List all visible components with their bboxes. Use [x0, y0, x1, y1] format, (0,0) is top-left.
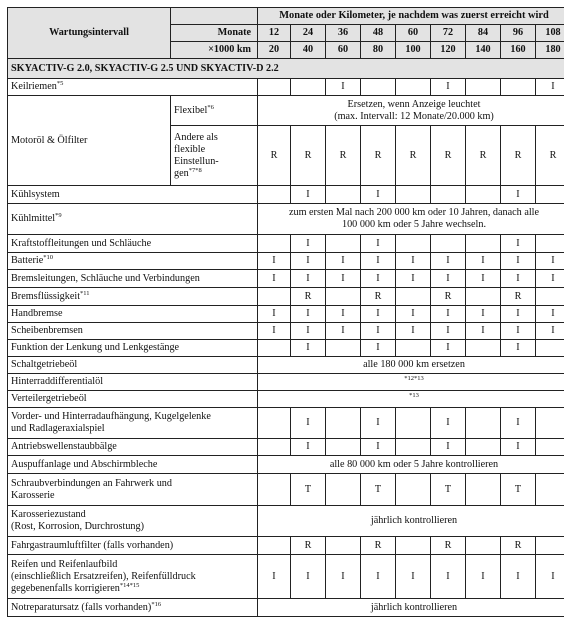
schedule-cell: I [291, 408, 326, 439]
schedule-cell [396, 439, 431, 456]
span-note: jährlich kontrollieren [258, 506, 564, 537]
schedule-cell: I [258, 323, 291, 340]
table-row [8, 555, 564, 599]
schedule-cell: I [466, 253, 501, 270]
months-label: Monate [171, 25, 258, 42]
schedule-cell [396, 340, 431, 357]
schedule-cell: R [291, 537, 326, 555]
schedule-cell: I [258, 306, 291, 323]
schedule-cell: I [501, 323, 536, 340]
table-row [8, 253, 564, 270]
schedule-cell: R [501, 126, 536, 186]
schedule-cell: I [431, 439, 466, 456]
schedule-cell: I [361, 270, 396, 288]
km-cell: 20 [258, 42, 291, 59]
schedule-cell: I [291, 253, 326, 270]
schedule-cell: I [291, 270, 326, 288]
schedule-cell: I [291, 340, 326, 357]
schedule-cell [258, 186, 291, 204]
km-cell: 120 [431, 42, 466, 59]
schedule-cell [326, 186, 361, 204]
schedule-cell: I [536, 270, 564, 288]
schedule-cell: I [536, 253, 564, 270]
row-label: Fahrgastraumluftfilter (falls vorhanden) [8, 537, 258, 555]
schedule-cell: I [361, 340, 396, 357]
footnote-note: *12*13 [258, 374, 564, 391]
row-label: Bremsflüssigkeit$^{*11}$ [8, 288, 258, 306]
schedule-cell: I [396, 555, 431, 599]
schedule-cell: I [361, 186, 396, 204]
schedule-cell: R [326, 126, 361, 186]
header-corner [171, 8, 258, 25]
schedule-cell [466, 408, 501, 439]
schedule-cell: I [326, 79, 361, 96]
period-header: Monate oder Kilometer, je nachdem was zuerst erreicht wird [258, 8, 564, 25]
table-row [8, 474, 564, 506]
month-cell: 72 [431, 25, 466, 42]
schedule-cell [326, 235, 361, 253]
schedule-cell [326, 439, 361, 456]
schedule-cell: I [536, 306, 564, 323]
schedule-cell [258, 340, 291, 357]
row-label: Batterie$^{*10}$ [8, 253, 258, 270]
schedule-cell: I [326, 270, 361, 288]
span-note: Ersetzen, wenn Anzeige leuchtet (max. Intervall: 12 Monate/20.000 km) [258, 96, 564, 126]
table-row [8, 306, 564, 323]
schedule-cell: I [258, 555, 291, 599]
span-note: jährlich kontrollieren [258, 599, 564, 617]
schedule-cell [466, 474, 501, 506]
schedule-cell: I [326, 555, 361, 599]
table-row [8, 408, 564, 439]
table-row [8, 186, 564, 204]
footnote-mark: *16 [151, 600, 162, 608]
schedule-cell [326, 408, 361, 439]
footnote-note: *13 [258, 391, 564, 408]
schedule-cell [258, 288, 291, 306]
row-label: Reifen und Reifenlaufbild (einschließlich Ersatzreifen), Reifenfülldruck gegebenenfalls korrigieren$^{*14*15}$ [8, 555, 258, 599]
km-cell: 160 [501, 42, 536, 59]
span-note: alle 180 000 km ersetzen [258, 357, 564, 374]
schedule-cell: I [396, 306, 431, 323]
schedule-cell: T [431, 474, 466, 506]
schedule-cell: R [396, 126, 431, 186]
schedule-cell [536, 474, 564, 506]
schedule-cell [536, 408, 564, 439]
schedule-cell: I [501, 270, 536, 288]
row-label: Auspuffanlage und Abschirmbleche [8, 456, 258, 474]
table-row [8, 506, 564, 537]
table-row [8, 439, 564, 456]
table-row [8, 79, 564, 96]
schedule-cell: I [258, 253, 291, 270]
schedule-cell [466, 288, 501, 306]
month-cell: 36 [326, 25, 361, 42]
schedule-cell [396, 186, 431, 204]
footnote-mark: *7*8 [188, 166, 202, 174]
schedule-cell [466, 235, 501, 253]
footnote-mark: *6 [207, 103, 214, 111]
schedule-cell: I [431, 340, 466, 357]
month-cell: 24 [291, 25, 326, 42]
schedule-cell: R [501, 537, 536, 555]
schedule-cell: I [536, 555, 564, 599]
km-cell: 100 [396, 42, 431, 59]
schedule-cell [536, 439, 564, 456]
schedule-cell [396, 79, 431, 96]
schedule-cell: I [361, 235, 396, 253]
schedule-cell: I [501, 340, 536, 357]
schedule-cell: I [501, 408, 536, 439]
table-row [8, 456, 564, 474]
table-row [8, 374, 564, 391]
table-row [8, 204, 564, 235]
footnote-mark: *14*15 [119, 581, 140, 589]
month-cell: 48 [361, 25, 396, 42]
footnote-mark: *9 [55, 212, 62, 219]
schedule-cell: I [291, 439, 326, 456]
schedule-cell [536, 340, 564, 357]
schedule-cell: R [431, 126, 466, 186]
schedule-cell: R [536, 126, 564, 186]
schedule-cell: R [361, 537, 396, 555]
schedule-cell [466, 537, 501, 555]
schedule-cell [501, 79, 536, 96]
schedule-cell: R [501, 288, 536, 306]
schedule-cell: I [536, 79, 564, 96]
schedule-cell [396, 408, 431, 439]
km-label: ×1000 km [171, 42, 258, 59]
month-cell: 108 [536, 25, 564, 42]
schedule-cell: I [466, 270, 501, 288]
schedule-cell: I [396, 323, 431, 340]
schedule-cell [536, 186, 564, 204]
section-row [8, 59, 564, 79]
schedule-cell [466, 186, 501, 204]
schedule-cell: I [431, 79, 466, 96]
schedule-cell [258, 439, 291, 456]
section-title: SKYACTIV-G 2.0, SKYACTIV-G 2.5 UND SKYACTIV-D 2.2 [8, 59, 564, 79]
schedule-cell: R [258, 126, 291, 186]
schedule-cell [326, 340, 361, 357]
schedule-cell: I [291, 555, 326, 599]
row-label: Kühlsystem [8, 186, 258, 204]
row-label: Funktion der Lenkung und Lenkgestänge [8, 340, 258, 357]
schedule-cell [536, 235, 564, 253]
schedule-cell: I [431, 555, 466, 599]
table-row [8, 599, 564, 617]
schedule-cell: T [501, 474, 536, 506]
row-label: Kühlmittel$^{*9}$ [8, 204, 258, 235]
schedule-cell [466, 340, 501, 357]
row-label: Vorder- und Hinterradaufhängung, Kugelgelenke und Radlageraxialspiel [8, 408, 258, 439]
table-row [8, 391, 564, 408]
schedule-cell [536, 537, 564, 555]
schedule-cell: I [431, 408, 466, 439]
schedule-cell [536, 288, 564, 306]
schedule-cell [396, 537, 431, 555]
schedule-cell [326, 288, 361, 306]
schedule-cell: I [291, 323, 326, 340]
schedule-cell: T [361, 474, 396, 506]
schedule-cell: T [291, 474, 326, 506]
table-row [8, 270, 564, 288]
schedule-cell: I [501, 306, 536, 323]
schedule-cell: I [361, 439, 396, 456]
schedule-cell: I [326, 306, 361, 323]
sub-label: Flexibel$^{*6}$ [171, 96, 258, 126]
schedule-cell: I [501, 253, 536, 270]
table-row [8, 288, 564, 306]
row-label: Keilriemen$^{*5}$ [8, 79, 258, 96]
schedule-cell: R [361, 288, 396, 306]
schedule-cell [291, 79, 326, 96]
sub-label: Andere als flexible Einstellun- gen$^{*7*8}$ [171, 126, 258, 186]
schedule-cell [258, 408, 291, 439]
schedule-cell: R [431, 288, 466, 306]
schedule-cell: R [361, 126, 396, 186]
schedule-cell [361, 79, 396, 96]
km-cell: 60 [326, 42, 361, 59]
schedule-cell: I [361, 408, 396, 439]
schedule-cell [466, 79, 501, 96]
schedule-cell [396, 474, 431, 506]
table-row [8, 96, 564, 126]
maintenance-schedule-table [7, 7, 564, 617]
schedule-cell: I [258, 270, 291, 288]
schedule-cell: I [431, 323, 466, 340]
schedule-cell [431, 235, 466, 253]
schedule-cell: I [501, 186, 536, 204]
schedule-cell: I [291, 306, 326, 323]
row-label: Schaltgetriebeöl [8, 357, 258, 374]
km-cell: 40 [291, 42, 326, 59]
footnote-mark: *11 [80, 289, 90, 297]
schedule-cell [258, 79, 291, 96]
schedule-cell: I [501, 439, 536, 456]
row-label: Verteilergetriebeöl [8, 391, 258, 408]
schedule-cell: I [431, 270, 466, 288]
schedule-cell [396, 235, 431, 253]
schedule-cell: I [361, 323, 396, 340]
row-label: Hinterraddifferentialöl [8, 374, 258, 391]
interval-header: Wartungsintervall [8, 8, 171, 59]
schedule-cell [258, 537, 291, 555]
km-cell: 80 [361, 42, 396, 59]
km-cell: 180 [536, 42, 564, 59]
schedule-cell: R [291, 288, 326, 306]
schedule-cell: I [326, 323, 361, 340]
schedule-cell: I [291, 235, 326, 253]
row-label: Scheibenbremsen [8, 323, 258, 340]
schedule-cell: I [361, 306, 396, 323]
row-label: Kraftstoffleitungen und Schläuche [8, 235, 258, 253]
schedule-cell: I [361, 555, 396, 599]
schedule-cell: I [396, 270, 431, 288]
span-note: alle 80 000 km oder 5 Jahre kontrollieren [258, 456, 564, 474]
maintenance-table-container [7, 7, 560, 617]
month-cell: 96 [501, 25, 536, 42]
schedule-cell [326, 474, 361, 506]
table-row [8, 357, 564, 374]
row-label: Handbremse [8, 306, 258, 323]
schedule-cell: R [291, 126, 326, 186]
schedule-cell: I [291, 186, 326, 204]
schedule-cell: I [361, 253, 396, 270]
schedule-cell [431, 186, 466, 204]
schedule-cell [396, 288, 431, 306]
schedule-cell: I [431, 253, 466, 270]
schedule-cell: I [326, 253, 361, 270]
schedule-cell [258, 235, 291, 253]
row-label: Antriebswellenstaubbälge [8, 439, 258, 456]
schedule-cell: I [536, 323, 564, 340]
schedule-cell: I [396, 253, 431, 270]
header-row-title [8, 8, 564, 25]
span-note: zum ersten Mal nach 200 000 km oder 10 Jahren, danach alle 100 000 km oder 5 Jahre wechseln. [258, 204, 564, 235]
schedule-cell [326, 537, 361, 555]
month-cell: 12 [258, 25, 291, 42]
schedule-cell: I [501, 235, 536, 253]
schedule-cell: I [466, 323, 501, 340]
row-label: Karosseriezustand (Rost, Korrosion, Durchrostung) [8, 506, 258, 537]
schedule-cell: R [466, 126, 501, 186]
row-label: Notreparatursatz (falls vorhanden)$^{*16}$ [8, 599, 258, 617]
schedule-cell: I [501, 555, 536, 599]
row-label: Schraubverbindungen an Fahrwerk und Karosserie [8, 474, 258, 506]
month-cell: 60 [396, 25, 431, 42]
schedule-cell [466, 439, 501, 456]
schedule-cell: R [431, 537, 466, 555]
schedule-cell [258, 474, 291, 506]
schedule-cell: I [466, 555, 501, 599]
row-label: Motoröl & Ölfilter [8, 96, 171, 186]
month-cell: 84 [466, 25, 501, 42]
table-row [8, 235, 564, 253]
table-row [8, 537, 564, 555]
km-cell: 140 [466, 42, 501, 59]
schedule-cell: I [466, 306, 501, 323]
footnote-mark: *10 [43, 254, 53, 261]
footnote-mark: *5 [56, 80, 64, 87]
row-label: Bremsleitungen, Schläuche und Verbindungen [8, 270, 258, 288]
schedule-cell: I [431, 306, 466, 323]
table-row [8, 340, 564, 357]
table-row [8, 323, 564, 340]
